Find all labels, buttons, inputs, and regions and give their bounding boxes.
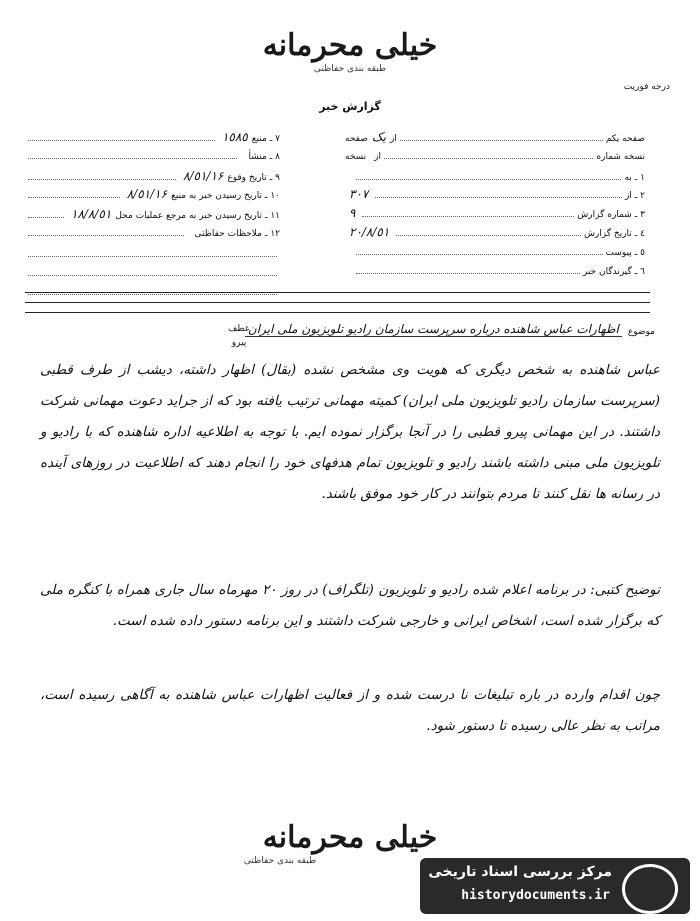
reference-labels: [228, 322, 250, 350]
form-dotted-line: [28, 293, 277, 295]
blank-dotted-line: [25, 282, 280, 298]
form-dotted-line: [28, 234, 184, 236]
form-right-row: [345, 242, 645, 258]
form-left-row: [25, 223, 280, 239]
form-field-label: نسخه شماره: [596, 152, 645, 162]
subject-line: [247, 322, 655, 337]
form-field-label: ٤ ـ تاریخ گزارش: [583, 229, 645, 239]
form-dotted-line: [28, 196, 120, 198]
form-dotted-line: [28, 274, 277, 276]
form-field-label: ٢ ـ از: [624, 191, 645, 201]
form-field-value: ١۶/٨/٥١: [183, 169, 224, 183]
form-field-label: ١١ ـ تاریخ رسیدن خبر به مرجع عملیات محل: [115, 211, 280, 221]
body-paragraph-3: چون اقدام وارده در باره تبلیغات نا درست شده و از فعالیت اظهارات عباس شاهنده به آگاهی رسیده است، مراتب به نظر عالی رسیده تا دستور شود.: [40, 687, 660, 734]
form-right-row: [345, 146, 645, 162]
form-dotted-line: [400, 139, 603, 141]
blank-dotted-line: [25, 263, 280, 279]
form-dotted-line: [28, 157, 237, 159]
form-left-row: [25, 205, 280, 221]
form-field-label: ١ ـ به: [624, 173, 645, 183]
form-divider-2: [25, 302, 650, 303]
form-left-row: [25, 167, 280, 183]
form-left-row: [25, 185, 280, 201]
atf-label: عطف: [228, 324, 251, 334]
form-field-value: ٩: [349, 206, 356, 220]
form-dotted-line: [356, 178, 621, 180]
form-divider-1: [25, 292, 650, 293]
classification-sub-bottom: طبقه بندی حفاظتی: [243, 856, 317, 866]
form-field-mid: از: [374, 152, 382, 162]
form-left-row: [25, 128, 280, 144]
watermark-url: historydocuments.ir: [461, 888, 610, 903]
form-dotted-line: [28, 178, 176, 180]
form-field-suffix: صفحه: [345, 134, 368, 144]
classification-stamp-top: خیلی محرمانه: [262, 28, 438, 63]
form-right-row: [345, 185, 645, 201]
form-field-label: ٦ ـ گیرندگان خبر: [582, 267, 645, 277]
form-dotted-line: [362, 215, 574, 217]
form-field-value: ١۶/٨/٥١: [126, 187, 168, 201]
form-dotted-line: [28, 216, 64, 218]
urgency-label: درجه فوریت: [623, 82, 670, 92]
form-field-label: ٥ ـ پیوست: [605, 248, 645, 258]
watermark-title: مرکز بررسی اسناد تاریخی: [428, 864, 612, 880]
form-field-label: ٨ ـ منشأ: [248, 152, 280, 162]
body-paragraph-2: توضیح کتبی: در برنامه اعلام شده رادیو و تلویزیون (تلگراف) در روز ٢٠ مهرماه سال جاری همراه با کنگره ملی که برگزار شده است، اشخاص ایرانی و خارجی شرکت داشتند و این برنامه دستور داده شده است.: [40, 582, 661, 629]
form-field-label: ١٢ ـ ملاحظات حفاظتی: [194, 229, 280, 239]
form-right-row: [345, 167, 645, 183]
form-right-row: [345, 223, 645, 239]
form-dotted-line: [28, 255, 277, 257]
subject-value: اظهارات عباس شاهنده درباره سرپرست سازمان رادیو تلویزیون ملی ایران: [245, 322, 622, 337]
form-left-row: [25, 146, 280, 162]
report-title: گزارش خبر: [319, 100, 381, 113]
subject-label: موضوع: [627, 327, 655, 337]
form-field-mid: از: [389, 134, 397, 144]
form-right-row: [345, 261, 645, 277]
form-field-value: ٣٠٧: [349, 187, 369, 201]
form-dotted-line: [384, 157, 593, 159]
watermark-logo: [420, 858, 690, 914]
classification-stamp-bottom: خیلی محرمانه: [262, 820, 438, 855]
form-field-value: ٢٠/٨/٥١: [349, 225, 390, 239]
form-field-label: ١٠ ـ تاریخ رسیدن خبر به منبع: [171, 191, 280, 201]
form-field-value: ١٥٨٥: [221, 130, 248, 144]
form-dotted-line: [356, 253, 603, 255]
peyro-label: پیرو: [231, 338, 247, 348]
form-field-value: ١٨/٨/٥١: [71, 207, 112, 221]
form-dotted-line: [396, 234, 581, 236]
form-right-row: [345, 204, 645, 220]
form-field-label: ٣ ـ شماره گزارش: [577, 210, 645, 220]
form-field-label: ٩ ـ تاریخ وقوع: [227, 173, 280, 183]
form-right-row: [345, 128, 645, 144]
form-dotted-line: [356, 272, 580, 274]
body-paragraph-1: عباس شاهنده به شخص دیگری که هویت وی مشخص نشده (بقال) اظهار داشته، دیشب از طرف قطبی (سرپرست سازمان رادیو تلویزیون ملی ایران) کمیته مهمانی ترتیب یافته بود که از جراید دعوت مهمانی شرکت داشتند. در این مهمانی پیرو قطبی را در آنجا برگزار نموده ایم. با توجه به اطلاعیه اداره شاهنده که با رادیو و تلویزیون ملی مبنی داشته باشند رادیو و تلویزیون تمام هدفهای خود را انجام دهند که اطلاعیت در روزهای آینده در رسانه ها نقل کنند تا مردم بتوانند در کار خود موفق باشند.: [40, 362, 660, 502]
form-field-value: یک: [371, 130, 386, 144]
classification-sub-top: طبقه بندی حفاظتی: [313, 64, 387, 74]
form-dotted-line: [28, 139, 215, 141]
form-field-suffix: نسخه: [345, 152, 367, 162]
form-dotted-line: [375, 196, 622, 198]
archive-emblem-icon: [622, 864, 678, 914]
form-field-label: صفحه یکم: [605, 134, 645, 144]
form-field-label: ٧ ـ منبع: [251, 134, 280, 144]
blank-dotted-line: [25, 244, 280, 260]
form-divider-3: [25, 312, 650, 313]
